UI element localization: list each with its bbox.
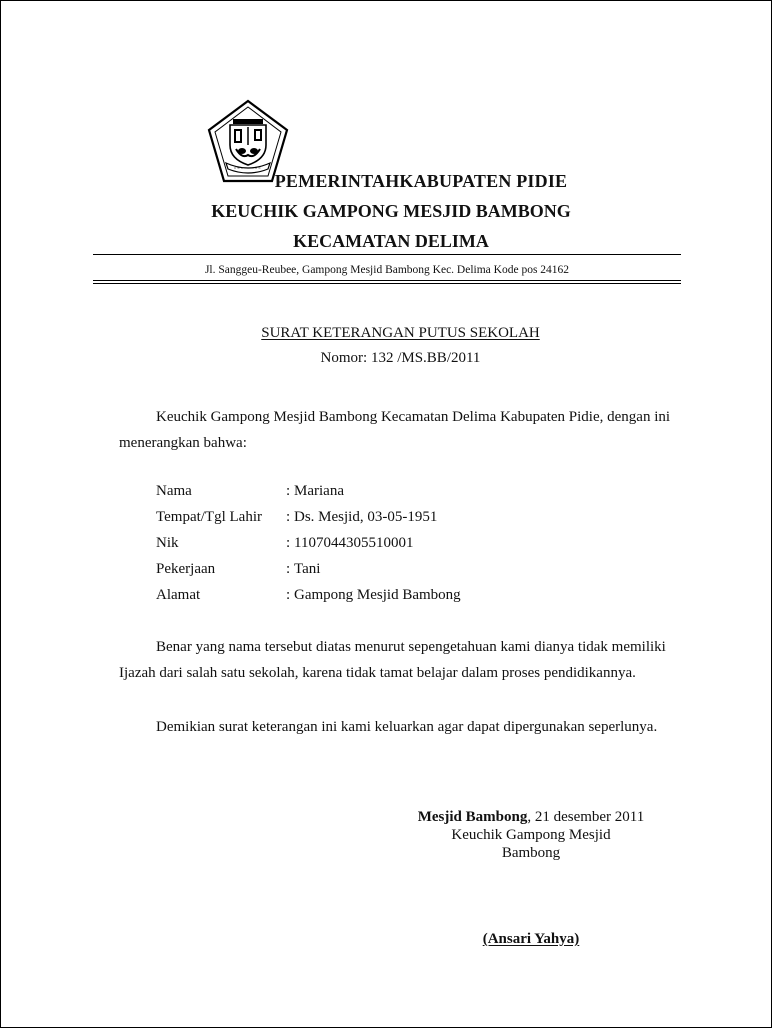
field-colon: : — [286, 534, 291, 551]
field-value: Tani — [294, 560, 321, 577]
letterhead-district: KECAMATAN DELIMA — [293, 231, 489, 251]
signer-name — [381, 931, 681, 948]
field-label: Tempat/Tgl Lahir — [156, 509, 262, 526]
document-title: SURAT KETERANGAN PUTUS SEKOLAH — [261, 325, 540, 341]
field-row-occupation — [156, 556, 461, 582]
field-label: Nik — [156, 534, 179, 551]
letterhead-government: PEMERINTAHKABUPATEN PIDIE — [274, 171, 568, 191]
signature-position-line2: Bambong — [501, 845, 561, 861]
signer-name-text: (Ansari Yahya) — [482, 931, 580, 947]
field-colon: : — [286, 483, 291, 500]
personal-details — [156, 479, 461, 608]
letterhead-office: KEUCHIK GAMPONG MESJID BAMBONG — [211, 201, 571, 221]
statement-paragraph: Benar yang nama tersebut diatas menurut sepengetahuan kami dianya tidak memiliki Ijazah dari salah satu sekolah, karena tidak tamat belajar dalam proses pendidikannya. — [119, 639, 666, 681]
field-label: Alamat — [156, 586, 201, 603]
opening-paragraph: Keuchik Gampong Mesjid Bambong Kecamatan Delima Kabupaten Pidie, dengan ini menerangkan bahwa: — [119, 409, 671, 451]
letterhead-divider-bottom — [93, 280, 681, 281]
field-row-birth — [156, 505, 461, 531]
field-value: Mariana — [294, 483, 344, 500]
field-label: Nama — [156, 483, 192, 500]
document-number: Nomor: 132 /MS.BB/2011 — [320, 350, 481, 366]
field-row-name — [156, 479, 461, 505]
field-colon: : — [286, 509, 291, 526]
field-row-nik — [156, 531, 461, 557]
field-colon: : — [286, 560, 291, 577]
field-label: Pekerjaan — [156, 560, 216, 577]
signature-block — [381, 808, 681, 862]
signature-place: Mesjid Bambong — [417, 809, 528, 825]
field-value: 1107044305510001 — [294, 534, 414, 551]
signature-position-line1: Keuchik Gampong Mesjid — [451, 827, 611, 843]
field-value: Ds. Mesjid, 03-05-1951 — [294, 509, 438, 526]
field-colon: : — [286, 586, 291, 603]
letterhead-address: Jl. Sanggeu-Reubee, Gampong Mesjid Bambong Kec. Delima Kode pos 24162 — [204, 264, 570, 276]
field-value: Gampong Mesjid Bambong — [294, 586, 461, 603]
letterhead-divider-bottom-double — [93, 283, 681, 284]
letterhead-divider-top — [93, 254, 681, 255]
closing-paragraph: Demikian surat keterangan ini kami keluarkan agar dapat dipergunakan seperlunya. — [156, 719, 658, 735]
signature-date: , 21 desember 2011 — [527, 809, 645, 825]
field-row-address — [156, 582, 461, 608]
signature-place-date — [381, 808, 681, 826]
